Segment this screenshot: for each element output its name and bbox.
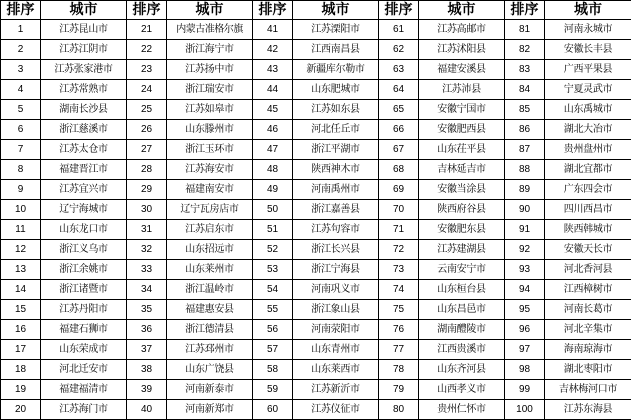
city-cell: 江苏江阴市 bbox=[41, 40, 127, 60]
rank-cell: 86 bbox=[505, 120, 545, 140]
rank-cell: 89 bbox=[505, 180, 545, 200]
rank-cell: 48 bbox=[253, 160, 293, 180]
table-row bbox=[1, 380, 631, 400]
rank-cell: 14 bbox=[1, 280, 41, 300]
rank-cell: 31 bbox=[127, 220, 167, 240]
city-cell: 河南新泰市 bbox=[167, 380, 253, 400]
rank-cell: 38 bbox=[127, 360, 167, 380]
city-cell: 新疆库尔勒市 bbox=[293, 60, 379, 80]
table-row bbox=[1, 100, 631, 120]
city-cell: 江苏宜兴市 bbox=[41, 180, 127, 200]
city-cell: 江苏高邮市 bbox=[419, 20, 505, 40]
city-cell: 江苏沛县 bbox=[419, 80, 505, 100]
rank-cell: 57 bbox=[253, 340, 293, 360]
city-cell: 贵州盘州市 bbox=[545, 140, 631, 160]
city-cell: 江苏丹阳市 bbox=[41, 300, 127, 320]
rank-cell: 25 bbox=[127, 100, 167, 120]
rank-cell: 99 bbox=[505, 380, 545, 400]
rank-cell: 47 bbox=[253, 140, 293, 160]
city-cell: 吉林梅河口市 bbox=[545, 380, 631, 400]
rank-cell: 79 bbox=[379, 380, 419, 400]
city-cell: 吉林延吉市 bbox=[419, 160, 505, 180]
rank-cell: 3 bbox=[1, 60, 41, 80]
table-row bbox=[1, 160, 631, 180]
city-cell: 河北任丘市 bbox=[293, 120, 379, 140]
city-cell: 山东茌平县 bbox=[419, 140, 505, 160]
rank-cell: 62 bbox=[379, 40, 419, 60]
rank-cell: 88 bbox=[505, 160, 545, 180]
city-cell: 江西南昌县 bbox=[293, 40, 379, 60]
rank-cell: 8 bbox=[1, 160, 41, 180]
city-cell: 山东广饶县 bbox=[167, 360, 253, 380]
city-cell: 河南长葛市 bbox=[545, 300, 631, 320]
rank-cell: 29 bbox=[127, 180, 167, 200]
rank-cell: 65 bbox=[379, 100, 419, 120]
city-cell: 江苏建湖县 bbox=[419, 240, 505, 260]
city-cell: 浙江慈溪市 bbox=[41, 120, 127, 140]
rank-cell: 87 bbox=[505, 140, 545, 160]
city-cell: 福建晋江市 bbox=[41, 160, 127, 180]
rank-header: 排序 bbox=[1, 1, 41, 20]
rank-cell: 58 bbox=[253, 360, 293, 380]
city-cell: 山东肥城市 bbox=[293, 80, 379, 100]
city-cell: 江苏扬中市 bbox=[167, 60, 253, 80]
rank-cell: 32 bbox=[127, 240, 167, 260]
table-row bbox=[1, 280, 631, 300]
rank-cell: 67 bbox=[379, 140, 419, 160]
rank-cell: 12 bbox=[1, 240, 41, 260]
city-cell: 江苏如东县 bbox=[293, 100, 379, 120]
city-cell: 河南永城市 bbox=[545, 20, 631, 40]
rank-cell: 61 bbox=[379, 20, 419, 40]
rank-cell: 20 bbox=[1, 400, 41, 420]
city-header: 城市 bbox=[545, 1, 631, 20]
rank-cell: 13 bbox=[1, 260, 41, 280]
city-cell: 安徽肥西县 bbox=[419, 120, 505, 140]
city-cell: 贵州仁怀市 bbox=[419, 400, 505, 420]
rank-cell: 10 bbox=[1, 200, 41, 220]
rank-cell: 80 bbox=[379, 400, 419, 420]
rank-header: 排序 bbox=[379, 1, 419, 20]
city-cell: 浙江长兴县 bbox=[293, 240, 379, 260]
rank-cell: 63 bbox=[379, 60, 419, 80]
city-cell: 江苏启东市 bbox=[167, 220, 253, 240]
city-cell: 陕西韩城市 bbox=[545, 220, 631, 240]
city-cell: 江苏昆山市 bbox=[41, 20, 127, 40]
city-cell: 山东莱州市 bbox=[167, 260, 253, 280]
rank-cell: 78 bbox=[379, 360, 419, 380]
city-cell: 江西樟树市 bbox=[545, 280, 631, 300]
table-row bbox=[1, 80, 631, 100]
city-cell: 辽宁瓦房店市 bbox=[167, 200, 253, 220]
rank-cell: 97 bbox=[505, 340, 545, 360]
city-cell: 浙江温岭市 bbox=[167, 280, 253, 300]
rank-cell: 69 bbox=[379, 180, 419, 200]
rank-cell: 59 bbox=[253, 380, 293, 400]
header-row bbox=[1, 1, 631, 20]
table-row bbox=[1, 300, 631, 320]
city-cell: 山东招远市 bbox=[167, 240, 253, 260]
rank-cell: 54 bbox=[253, 280, 293, 300]
city-cell: 河北迁安市 bbox=[41, 360, 127, 380]
rank-cell: 22 bbox=[127, 40, 167, 60]
city-cell: 福建安溪县 bbox=[419, 60, 505, 80]
city-cell: 安徽宁国市 bbox=[419, 100, 505, 120]
city-cell: 山东桓台县 bbox=[419, 280, 505, 300]
city-cell: 湖北宜都市 bbox=[545, 160, 631, 180]
rank-cell: 6 bbox=[1, 120, 41, 140]
city-cell: 浙江德清县 bbox=[167, 320, 253, 340]
table-body bbox=[1, 20, 631, 420]
city-cell: 浙江义乌市 bbox=[41, 240, 127, 260]
rank-cell: 64 bbox=[379, 80, 419, 100]
city-cell: 安徽当涂县 bbox=[419, 180, 505, 200]
rank-cell: 45 bbox=[253, 100, 293, 120]
rank-cell: 16 bbox=[1, 320, 41, 340]
rank-cell: 30 bbox=[127, 200, 167, 220]
city-cell: 浙江瑞安市 bbox=[167, 80, 253, 100]
city-cell: 宁夏灵武市 bbox=[545, 80, 631, 100]
rank-cell: 77 bbox=[379, 340, 419, 360]
rank-cell: 85 bbox=[505, 100, 545, 120]
city-cell: 浙江平湖市 bbox=[293, 140, 379, 160]
rank-cell: 46 bbox=[253, 120, 293, 140]
city-cell: 浙江玉环市 bbox=[167, 140, 253, 160]
table-row bbox=[1, 120, 631, 140]
rank-cell: 75 bbox=[379, 300, 419, 320]
table-row bbox=[1, 20, 631, 40]
city-cell: 浙江嘉善县 bbox=[293, 200, 379, 220]
city-cell: 山东昌邑市 bbox=[419, 300, 505, 320]
city-cell: 福建南安市 bbox=[167, 180, 253, 200]
rank-cell: 27 bbox=[127, 140, 167, 160]
rank-cell: 73 bbox=[379, 260, 419, 280]
rank-cell: 76 bbox=[379, 320, 419, 340]
rank-cell: 2 bbox=[1, 40, 41, 60]
rank-cell: 51 bbox=[253, 220, 293, 240]
rank-cell: 26 bbox=[127, 120, 167, 140]
rank-cell: 50 bbox=[253, 200, 293, 220]
city-cell: 山东青州市 bbox=[293, 340, 379, 360]
city-cell: 江苏海安市 bbox=[167, 160, 253, 180]
city-cell: 福建福清市 bbox=[41, 380, 127, 400]
rank-cell: 44 bbox=[253, 80, 293, 100]
city-cell: 河南巩义市 bbox=[293, 280, 379, 300]
city-cell: 海南琼海市 bbox=[545, 340, 631, 360]
city-cell: 湖南长沙县 bbox=[41, 100, 127, 120]
city-cell: 浙江诸暨市 bbox=[41, 280, 127, 300]
rank-cell: 35 bbox=[127, 300, 167, 320]
city-cell: 福建石狮市 bbox=[41, 320, 127, 340]
rank-cell: 100 bbox=[505, 400, 545, 420]
city-cell: 山东滕州市 bbox=[167, 120, 253, 140]
city-cell: 江苏东海县 bbox=[545, 400, 631, 420]
rank-cell: 53 bbox=[253, 260, 293, 280]
city-cell: 云南安宁市 bbox=[419, 260, 505, 280]
city-cell: 江苏海门市 bbox=[41, 400, 127, 420]
rank-cell: 93 bbox=[505, 260, 545, 280]
rank-cell: 18 bbox=[1, 360, 41, 380]
city-cell: 河北辛集市 bbox=[545, 320, 631, 340]
rank-header: 排序 bbox=[253, 1, 293, 20]
city-cell: 江苏句容市 bbox=[293, 220, 379, 240]
city-header: 城市 bbox=[293, 1, 379, 20]
city-cell: 江苏溧阳市 bbox=[293, 20, 379, 40]
city-cell: 浙江海宁市 bbox=[167, 40, 253, 60]
rank-cell: 42 bbox=[253, 40, 293, 60]
rank-cell: 40 bbox=[127, 400, 167, 420]
rank-cell: 60 bbox=[253, 400, 293, 420]
table-row bbox=[1, 140, 631, 160]
rank-cell: 74 bbox=[379, 280, 419, 300]
city-cell: 广东四会市 bbox=[545, 180, 631, 200]
city-cell: 陕西神木市 bbox=[293, 160, 379, 180]
rank-cell: 84 bbox=[505, 80, 545, 100]
rank-cell: 94 bbox=[505, 280, 545, 300]
city-cell: 山东荣成市 bbox=[41, 340, 127, 360]
city-header: 城市 bbox=[419, 1, 505, 20]
rank-cell: 39 bbox=[127, 380, 167, 400]
city-cell: 江苏如皋市 bbox=[167, 100, 253, 120]
rank-cell: 49 bbox=[253, 180, 293, 200]
city-header: 城市 bbox=[41, 1, 127, 20]
city-cell: 江苏新沂市 bbox=[293, 380, 379, 400]
city-header: 城市 bbox=[167, 1, 253, 20]
rank-cell: 15 bbox=[1, 300, 41, 320]
table-row bbox=[1, 320, 631, 340]
city-cell: 陕西府谷县 bbox=[419, 200, 505, 220]
rank-cell: 41 bbox=[253, 20, 293, 40]
city-cell: 江苏邳州市 bbox=[167, 340, 253, 360]
rank-cell: 4 bbox=[1, 80, 41, 100]
rank-cell: 92 bbox=[505, 240, 545, 260]
city-cell: 河北香河县 bbox=[545, 260, 631, 280]
rank-cell: 82 bbox=[505, 40, 545, 60]
table-row bbox=[1, 220, 631, 240]
city-cell: 安徽肥东县 bbox=[419, 220, 505, 240]
city-cell: 江西贵溪市 bbox=[419, 340, 505, 360]
rank-cell: 72 bbox=[379, 240, 419, 260]
table-row bbox=[1, 40, 631, 60]
rank-cell: 9 bbox=[1, 180, 41, 200]
rank-cell: 23 bbox=[127, 60, 167, 80]
rank-cell: 28 bbox=[127, 160, 167, 180]
table-row bbox=[1, 400, 631, 420]
city-cell: 江苏仪征市 bbox=[293, 400, 379, 420]
city-cell: 江苏常熟市 bbox=[41, 80, 127, 100]
table-row bbox=[1, 340, 631, 360]
rank-cell: 70 bbox=[379, 200, 419, 220]
city-cell: 浙江余姚市 bbox=[41, 260, 127, 280]
rank-cell: 52 bbox=[253, 240, 293, 260]
rank-cell: 83 bbox=[505, 60, 545, 80]
rank-cell: 91 bbox=[505, 220, 545, 240]
rank-cell: 96 bbox=[505, 320, 545, 340]
city-cell: 河南荥阳市 bbox=[293, 320, 379, 340]
rank-cell: 21 bbox=[127, 20, 167, 40]
table-row bbox=[1, 260, 631, 280]
city-cell: 河南禹州市 bbox=[293, 180, 379, 200]
city-cell: 山西孝义市 bbox=[419, 380, 505, 400]
rank-cell: 1 bbox=[1, 20, 41, 40]
city-cell: 山东龙口市 bbox=[41, 220, 127, 240]
city-cell: 浙江宁海县 bbox=[293, 260, 379, 280]
city-cell: 浙江象山县 bbox=[293, 300, 379, 320]
rank-cell: 71 bbox=[379, 220, 419, 240]
city-cell: 广西平果县 bbox=[545, 60, 631, 80]
rank-cell: 17 bbox=[1, 340, 41, 360]
rank-cell: 7 bbox=[1, 140, 41, 160]
table-row bbox=[1, 360, 631, 380]
city-cell: 江苏张家港市 bbox=[41, 60, 127, 80]
rank-cell: 24 bbox=[127, 80, 167, 100]
city-cell: 安徽天长市 bbox=[545, 240, 631, 260]
city-cell: 河南新郑市 bbox=[167, 400, 253, 420]
table-row bbox=[1, 60, 631, 80]
rank-cell: 11 bbox=[1, 220, 41, 240]
rank-cell: 56 bbox=[253, 320, 293, 340]
city-cell: 江苏沭阳县 bbox=[419, 40, 505, 60]
rank-cell: 37 bbox=[127, 340, 167, 360]
city-cell: 江苏太仓市 bbox=[41, 140, 127, 160]
city-cell: 内蒙古准格尔旗 bbox=[167, 20, 253, 40]
rank-cell: 66 bbox=[379, 120, 419, 140]
rank-cell: 95 bbox=[505, 300, 545, 320]
city-cell: 湖北枣阳市 bbox=[545, 360, 631, 380]
rank-cell: 19 bbox=[1, 380, 41, 400]
rank-cell: 43 bbox=[253, 60, 293, 80]
city-cell: 湖北大冶市 bbox=[545, 120, 631, 140]
rank-cell: 34 bbox=[127, 280, 167, 300]
city-cell: 山东禹城市 bbox=[545, 100, 631, 120]
city-cell: 四川西昌市 bbox=[545, 200, 631, 220]
city-cell: 安徽长丰县 bbox=[545, 40, 631, 60]
rank-header: 排序 bbox=[127, 1, 167, 20]
rank-cell: 90 bbox=[505, 200, 545, 220]
rank-cell: 55 bbox=[253, 300, 293, 320]
city-cell: 山东齐河县 bbox=[419, 360, 505, 380]
city-cell: 辽宁海城市 bbox=[41, 200, 127, 220]
rank-cell: 68 bbox=[379, 160, 419, 180]
table-row bbox=[1, 200, 631, 220]
rank-cell: 81 bbox=[505, 20, 545, 40]
table-row bbox=[1, 180, 631, 200]
rank-cell: 36 bbox=[127, 320, 167, 340]
rank-cell: 5 bbox=[1, 100, 41, 120]
city-cell: 湖南醴陵市 bbox=[419, 320, 505, 340]
rank-cell: 98 bbox=[505, 360, 545, 380]
rank-cell: 33 bbox=[127, 260, 167, 280]
table-row bbox=[1, 240, 631, 260]
city-cell: 山东莱西市 bbox=[293, 360, 379, 380]
rank-header: 排序 bbox=[505, 1, 545, 20]
city-cell: 福建惠安县 bbox=[167, 300, 253, 320]
